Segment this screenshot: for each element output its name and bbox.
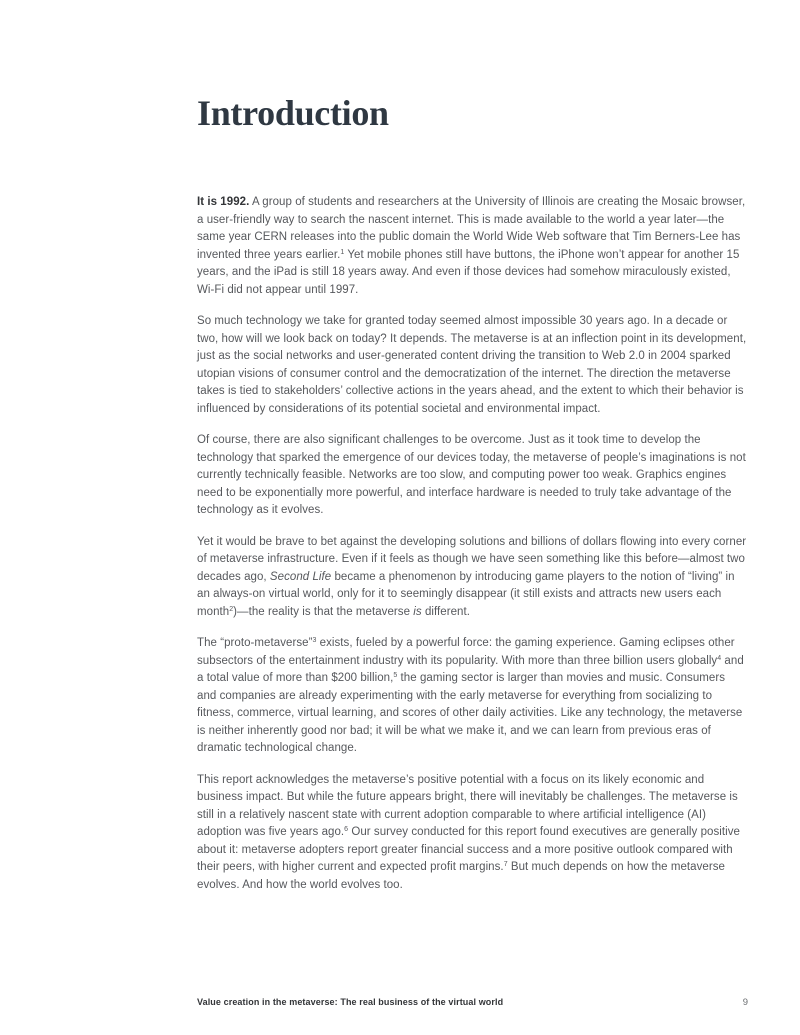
footer-report-title: Value creation in the metaverse: The real business of the virtual world [197,997,504,1007]
paragraph [197,635,747,758]
text-segment: the gaming sector is larger than movies and music. Consumers and companies are already experimenting with the early metaverse for everything from socializing to fitness, commerce, virtual learning, and scores of other daily activities. Like any technology, the metaverse is neither inherently good nor bad; it will be what we make it, and we can learn from previous eras of dramatic technological change. [197,672,743,754]
text-segment: Of course, there are also significant challenges to be overcome. Just as it took time to develop the technology that sparked the emergence of our devices today, the metaverse of people’s imaginations is not currently technically feasible. Networks are too slow, and computing power too weak. Graphics engines need to be exponentially more powerful, and interface hardware is needed to truly take advantage of the technology as it evolves. [197,434,746,516]
text-segment: The “proto-metaverse” [197,637,313,649]
body-text [197,194,747,894]
text-segment: )—the reality is that the metaverse [233,605,414,618]
paragraph [197,772,747,895]
text-segment: A group of students and researchers at the University of Illinois are creating the Mosaic browser, a user-friendly way to search the nascent internet. This is made available to the world a year later—the same year CERN releases into the public domain the World Wide Web software that Tim Berners-Lee has invented three years earlier. [197,196,746,261]
paragraph [197,432,747,520]
text-segment: It is 1992. [197,196,250,208]
footnote-reference: 3 [312,637,317,644]
page-title: Introduction [197,93,389,133]
page-footer [197,997,748,1008]
text-segment: Yet mobile phones still have buttons, the iPhone won’t appear for another 15 years, and the iPad is still 18 years away. And even if those devices had somehow miraculously existed, Wi-Fi did not appear until 1997. [197,248,740,296]
footnote-reference: 7 [503,861,508,868]
text-segment: But much depends on how the metaverse evolves. And how the world evolves too. [197,861,725,891]
text-segment: is [413,605,422,618]
footnote-reference: 6 [344,826,349,833]
paragraph [197,534,747,622]
paragraph [197,313,747,418]
text-segment: Our survey conducted for this report found executives are generally positive about it: metaverse adopters report greater financial success and a more positive outlook compared with their peers, with higher current and expected profit margins. [197,826,740,873]
text-segment: This report acknowledges the metaverse’s positive potential with a focus on its likely economic and business impact. But while the future appears bright, there will inevitably be challenges. The metaverse is still in a relatively nascent state with current adoption comparable to where artificial intelligence (AI) adoption was five years ago. [197,773,738,838]
text-segment: and a total value of more than $200 billion, [197,654,744,684]
page-content [197,93,747,894]
text-segment: different. [421,605,470,618]
footnote-reference: 4 [717,654,722,662]
paragraph [197,194,747,299]
footnote-reference: 1 [340,248,345,256]
text-segment: Second Life [269,570,332,583]
text-segment: became a phenomenon by introducing game players to the notion of “living” in an always-on virtual world, only for it to seemingly disappear (it still exists and attracts new users each month [197,570,735,618]
footnote-reference: 2 [229,605,234,613]
text-segment: exists, fueled by a powerful force: the gaming experience. Gaming eclipses other subsectors of the entertainment industry with its popularity. With more than three billion users globally [197,637,735,667]
footer-page-number: 9 [742,997,748,1008]
footnote-reference: 5 [393,672,398,679]
text-segment: So much technology we take for granted today seemed almost impossible 30 years ago. In a decade or two, how will we look back on today? It depends. The metaverse is at an inflection point in its development, just as the social networks and user-generated content driving the transition to Web 2.0 in 2004 sparked utopian visions of consumer control and the democratization of the internet. The direction the metaverse takes is tied to stakeholders’ collective actions in the years ahead, and the extent to which their behavior is influenced by considerations of its potential societal and environmental impact. [197,315,747,415]
text-segment: Yet it would be brave to bet against the developing solutions and billions of dollars flowing into every corner of metaverse infrastructure. Even if it feels as though we have seen something like this before—almost two decades ago, [197,535,747,583]
